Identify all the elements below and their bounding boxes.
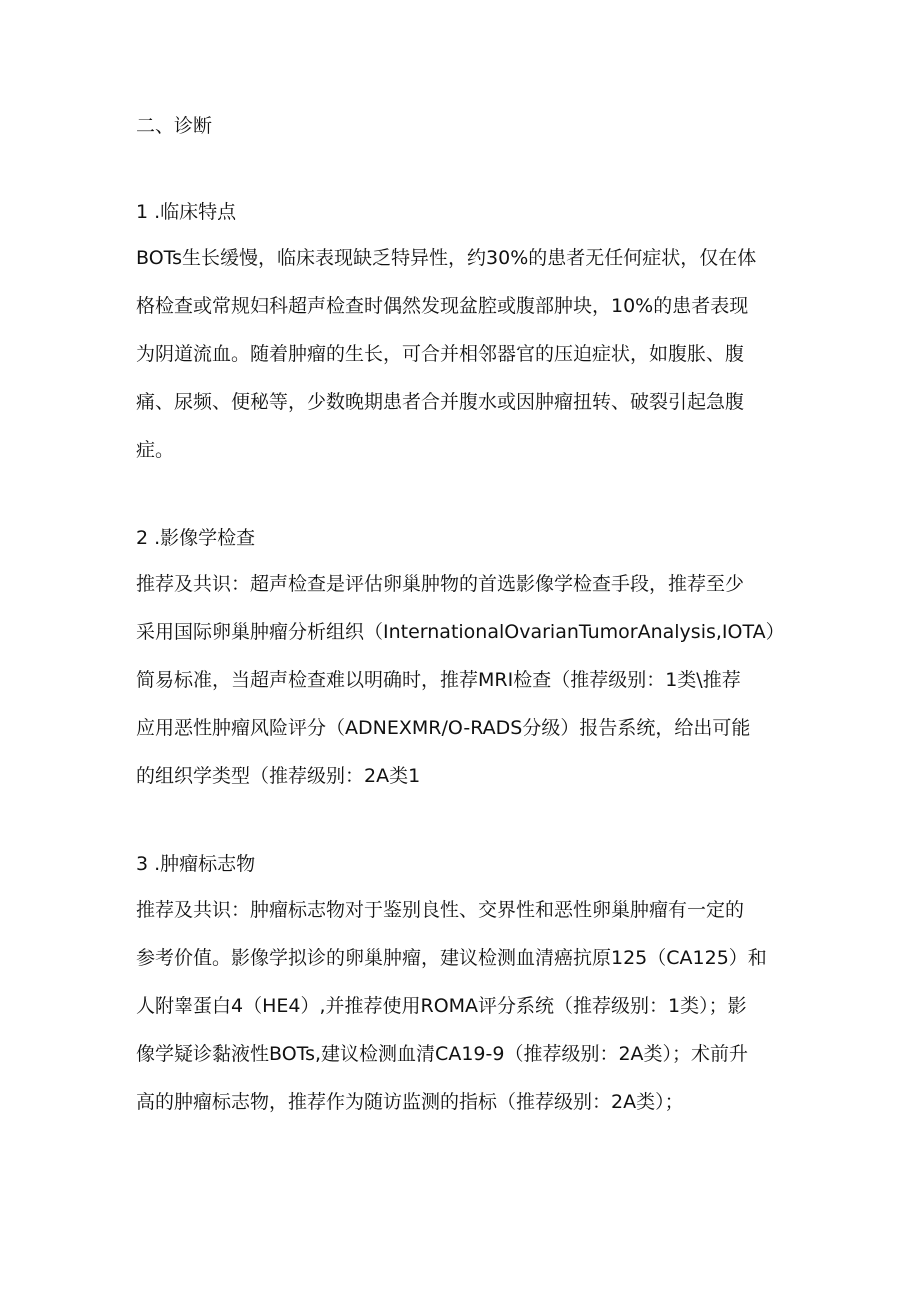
text-line: 症。 [136,439,175,461]
text-line: 痛、尿频、便秘等，少数晚期患者合并腹水或因肿瘤扭转、破裂引起急腹 [136,391,745,413]
section-clinical-features [136,190,788,474]
document-title: 二、诊断 [136,115,213,137]
section-paragraph [136,886,788,1126]
text-line: 像学疑诊黏液性BOTs,建议检测血清CA19-9（推荐级别：2A类）；术前升 [136,1043,749,1065]
text-line: 推荐及共识：肿瘤标志物对于鉴别良性、交界性和恶性卵巢肿瘤有一定的 [136,899,745,921]
section-paragraph [136,560,788,800]
text-line: 采用国际卵巢肿瘤分析组织（InternationalOvarianTumorAnalysis,IOTA） [136,621,785,643]
text-line: 为阴道流血。随着肿瘤的生长，可合并相邻器官的压迫症状，如腹胀、腹 [136,343,745,365]
text-line: 人附睾蛋白4（HE4）,并推荐使用ROMA评分系统（推荐级别：1类）；影 [136,995,747,1017]
section-paragraph [136,234,788,474]
section-heading: 1 .临床特点 [136,201,237,223]
document-body [136,104,788,1168]
text-line: 高的肿瘤标志物，推荐作为随访监测的指标（推荐级别：2A类）； [136,1091,684,1113]
section-tumor-markers [136,842,788,1126]
text-line: 参考价值。影像学拟诊的卵巢肿瘤，建议检测血清癌抗原125（CA125）和 [136,947,767,969]
text-line: 推荐及共识：超声检查是评估卵巢肿物的首选影像学检查手段，推荐至少 [136,573,745,595]
text-line: 格检查或常规妇科超声检查时偶然发现盆腔或腹部肿块，10%的患者表现 [136,295,749,317]
section-heading: 2 .影像学检查 [136,527,256,549]
section-heading: 3 .肿瘤标志物 [136,853,256,875]
text-line: BOTs生长缓慢，临床表现缺乏特异性，约30%的患者无任何症状，仅在体 [136,247,757,269]
section-imaging [136,516,788,800]
text-line: 应用恶性肿瘤风险评分（ADNEXMR/O-RADS分级）报告系统，给出可能 [136,717,751,739]
text-line: 简易标准，当超声检查难以明确时，推荐MRI检查（推荐级别：1类\推荐 [136,669,741,691]
text-line: 的组织学类型（推荐级别：2A类1 [136,765,421,787]
